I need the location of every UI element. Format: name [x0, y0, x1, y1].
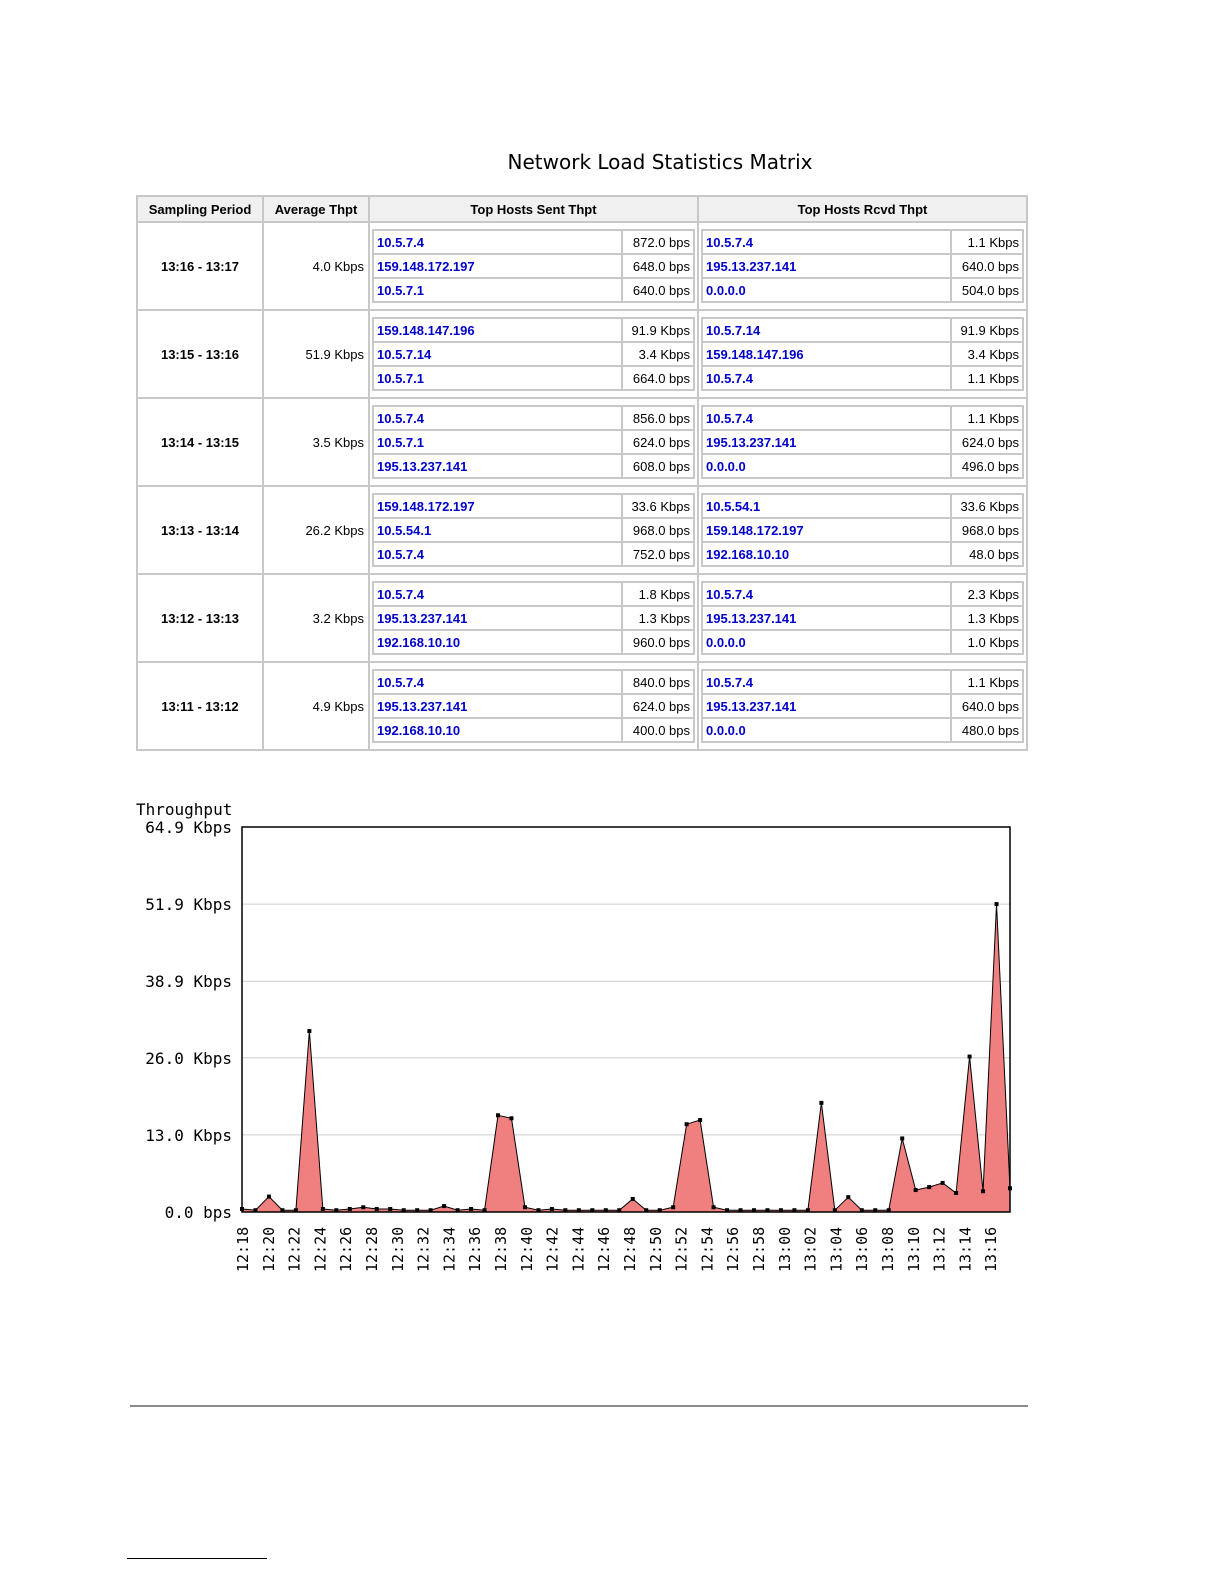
host-link[interactable]: 10.5.7.4 [373, 670, 622, 694]
header-row [137, 196, 1027, 222]
host-throughput: 640.0 bps [622, 278, 694, 302]
x-tick-label: 13:00 [775, 1226, 794, 1272]
host-link[interactable]: 0.0.0.0 [702, 454, 951, 478]
list-item [373, 542, 694, 566]
x-tick-label: 12:26 [337, 1226, 356, 1272]
table-row [137, 486, 1027, 574]
sampling-period: 13:13 - 13:14 [137, 486, 263, 574]
host-link[interactable]: 10.5.7.1 [373, 278, 622, 302]
host-throughput: 1.3 Kbps [622, 606, 694, 630]
host-throughput: 968.0 bps [622, 518, 694, 542]
host-throughput: 1.1 Kbps [951, 406, 1023, 430]
list-item [702, 630, 1023, 654]
host-link[interactable]: 195.13.237.141 [373, 694, 622, 718]
host-throughput: 2.3 Kbps [951, 582, 1023, 606]
x-tick-label: 13:10 [904, 1226, 923, 1272]
x-tick-label: 12:48 [621, 1226, 639, 1272]
y-tick-label: 26.0 Kbps [145, 1048, 232, 1068]
sampling-period: 13:12 - 13:13 [137, 574, 263, 662]
top-hosts-rcvd [698, 398, 1027, 486]
host-link[interactable]: 10.5.7.1 [373, 430, 622, 454]
list-item [373, 694, 694, 718]
list-item [373, 254, 694, 278]
list-item [702, 582, 1023, 606]
hosts-rcvd-list [701, 229, 1024, 303]
x-tick-label: 12:58 [750, 1226, 768, 1272]
list-item [373, 494, 694, 518]
header-average-thpt: Average Thpt [263, 196, 369, 222]
host-throughput: 3.4 Kbps [951, 342, 1023, 366]
data-point [914, 1188, 918, 1192]
host-throughput: 480.0 bps [951, 718, 1023, 742]
average-thpt: 4.9 Kbps [263, 662, 369, 750]
host-link[interactable]: 10.5.7.4 [373, 542, 622, 566]
plot-frame [242, 827, 1010, 1212]
data-point [496, 1113, 500, 1117]
host-throughput: 752.0 bps [622, 542, 694, 566]
x-tick-label: 12:54 [698, 1226, 717, 1272]
x-tick-label: 13:06 [853, 1226, 872, 1272]
x-tick-label: 12:44 [569, 1226, 588, 1272]
host-link[interactable]: 10.5.7.4 [373, 230, 622, 254]
list-item [373, 518, 694, 542]
host-throughput: 1.1 Kbps [951, 230, 1023, 254]
data-point [819, 1101, 823, 1105]
host-throughput: 664.0 bps [622, 366, 694, 390]
data-point [361, 1205, 365, 1209]
host-link[interactable]: 159.148.172.197 [373, 254, 622, 278]
host-link[interactable]: 10.5.7.4 [702, 670, 951, 694]
list-item [702, 430, 1023, 454]
host-link[interactable]: 10.5.7.4 [702, 366, 951, 390]
throughput-chart [120, 795, 1020, 1295]
list-item [373, 582, 694, 606]
header-sampling-period: Sampling Period [137, 196, 263, 222]
x-tick-label: 12:56 [724, 1226, 743, 1272]
x-tick-label: 12:30 [388, 1226, 407, 1272]
host-link[interactable]: 10.5.54.1 [702, 494, 951, 518]
x-tick-label: 13:16 [982, 1226, 1001, 1272]
x-tick-label: 12:36 [466, 1226, 485, 1272]
host-throughput: 624.0 bps [951, 430, 1023, 454]
list-item [373, 454, 694, 478]
list-item [373, 670, 694, 694]
host-link[interactable]: 10.5.7.14 [702, 318, 951, 342]
x-tick-label: 12:20 [259, 1226, 278, 1272]
host-throughput: 91.9 Kbps [622, 318, 694, 342]
host-throughput: 640.0 bps [951, 254, 1023, 278]
hosts-sent-list [372, 581, 695, 655]
list-item [702, 318, 1023, 342]
host-link[interactable]: 10.5.7.4 [702, 582, 951, 606]
network-load-matrix [136, 195, 1028, 751]
hosts-rcvd-list [701, 493, 1024, 567]
y-tick-label: 13.0 Kbps [145, 1125, 232, 1145]
host-throughput: 504.0 bps [951, 278, 1023, 302]
list-item [373, 630, 694, 654]
host-throughput: 856.0 bps [622, 406, 694, 430]
x-tick-label: 12:34 [440, 1226, 459, 1272]
host-throughput: 1.3 Kbps [951, 606, 1023, 630]
top-hosts-sent [369, 398, 698, 486]
host-throughput: 1.0 Kbps [951, 630, 1023, 654]
top-hosts-sent [369, 662, 698, 750]
data-point [550, 1207, 554, 1211]
top-hosts-rcvd [698, 574, 1027, 662]
list-item [702, 366, 1023, 390]
hosts-sent-list [372, 229, 695, 303]
y-tick-label: 64.9 Kbps [145, 818, 232, 837]
data-point [267, 1195, 271, 1199]
host-throughput: 496.0 bps [951, 454, 1023, 478]
host-throughput: 33.6 Kbps [622, 494, 694, 518]
list-item [702, 518, 1023, 542]
host-link[interactable]: 195.13.237.141 [373, 454, 622, 478]
list-item [373, 278, 694, 302]
host-link[interactable]: 159.148.172.197 [702, 518, 951, 542]
data-point [671, 1205, 675, 1209]
host-link[interactable]: 192.168.10.10 [702, 542, 951, 566]
y-tick-label: 0.0 bps [164, 1203, 232, 1222]
host-link[interactable]: 0.0.0.0 [702, 718, 951, 742]
hosts-sent-list [372, 405, 695, 479]
average-thpt: 3.5 Kbps [263, 398, 369, 486]
data-point [442, 1204, 446, 1208]
sampling-period: 13:16 - 13:17 [137, 222, 263, 310]
data-point [712, 1205, 716, 1209]
x-tick-label: 12:46 [595, 1226, 614, 1272]
list-item [373, 342, 694, 366]
host-throughput: 648.0 bps [622, 254, 694, 278]
top-hosts-rcvd [698, 662, 1027, 750]
data-point [469, 1207, 473, 1211]
top-hosts-sent [369, 486, 698, 574]
data-point [685, 1122, 689, 1126]
host-throughput: 400.0 bps [622, 718, 694, 742]
list-item [702, 278, 1023, 302]
host-link[interactable]: 10.5.7.14 [373, 342, 622, 366]
host-link[interactable]: 195.13.237.141 [702, 254, 951, 278]
table-row [137, 574, 1027, 662]
hosts-sent-list [372, 669, 695, 743]
top-hosts-sent [369, 222, 698, 310]
host-throughput: 608.0 bps [622, 454, 694, 478]
host-throughput: 1.1 Kbps [951, 670, 1023, 694]
host-link[interactable]: 10.5.54.1 [373, 518, 622, 542]
average-thpt: 3.2 Kbps [263, 574, 369, 662]
data-point [388, 1207, 392, 1211]
hosts-sent-list [372, 493, 695, 567]
host-throughput: 640.0 bps [951, 694, 1023, 718]
data-point [954, 1191, 958, 1195]
data-point [900, 1136, 904, 1140]
hosts-rcvd-list [701, 669, 1024, 743]
host-link[interactable]: 10.5.7.1 [373, 366, 622, 390]
table-row [137, 398, 1027, 486]
average-thpt: 4.0 Kbps [263, 222, 369, 310]
y-tick-label: 51.9 Kbps [145, 895, 232, 915]
host-link[interactable]: 159.148.172.197 [373, 494, 622, 518]
list-item [373, 718, 694, 742]
list-item [702, 670, 1023, 694]
header-top-hosts-sent: Top Hosts Sent Thpt [369, 196, 698, 222]
host-link[interactable]: 0.0.0.0 [702, 278, 951, 302]
list-item [702, 454, 1023, 478]
list-item [702, 406, 1023, 430]
data-point [941, 1181, 945, 1185]
list-item [702, 342, 1023, 366]
list-item [702, 718, 1023, 742]
x-tick-label: 12:32 [414, 1226, 433, 1272]
table-row [137, 662, 1027, 750]
host-link[interactable]: 195.13.237.141 [373, 606, 622, 630]
list-item [702, 694, 1023, 718]
list-item [373, 430, 694, 454]
x-tick-label: 12:38 [492, 1226, 510, 1272]
hosts-rcvd-list [701, 581, 1024, 655]
data-point [321, 1207, 325, 1211]
top-hosts-rcvd [698, 310, 1027, 398]
host-throughput: 1.8 Kbps [622, 582, 694, 606]
data-point [523, 1205, 527, 1209]
sampling-period: 13:11 - 13:12 [137, 662, 263, 750]
top-hosts-sent [369, 310, 698, 398]
x-tick-label: 13:12 [930, 1226, 949, 1272]
host-throughput: 960.0 bps [622, 630, 694, 654]
data-point [846, 1195, 850, 1199]
host-throughput: 872.0 bps [622, 230, 694, 254]
host-throughput: 3.4 Kbps [622, 342, 694, 366]
list-item [373, 606, 694, 630]
divider [130, 1405, 1028, 1407]
host-throughput: 1.1 Kbps [951, 366, 1023, 390]
page-title: Network Load Statistics Matrix [507, 150, 813, 174]
data-point [631, 1197, 635, 1201]
top-hosts-sent [369, 574, 698, 662]
average-thpt: 26.2 Kbps [263, 486, 369, 574]
list-item [373, 318, 694, 342]
data-point [927, 1185, 931, 1189]
sampling-period: 13:14 - 13:15 [137, 398, 263, 486]
x-tick-label: 12:18 [234, 1226, 252, 1272]
footnote-divider [127, 1558, 267, 1559]
average-thpt: 51.9 Kbps [263, 310, 369, 398]
host-link[interactable]: 195.13.237.141 [702, 694, 951, 718]
data-point [375, 1207, 379, 1211]
x-tick-label: 12:28 [363, 1226, 381, 1272]
host-link[interactable]: 192.168.10.10 [373, 718, 622, 742]
host-throughput: 48.0 bps [951, 542, 1023, 566]
list-item [702, 230, 1023, 254]
hosts-rcvd-list [701, 317, 1024, 391]
host-link[interactable]: 0.0.0.0 [702, 630, 951, 654]
y-tick-label: 38.9 Kbps [145, 972, 232, 992]
hosts-rcvd-list [701, 405, 1024, 479]
host-link[interactable]: 159.148.147.196 [373, 318, 622, 342]
data-point [968, 1055, 972, 1059]
x-tick-label: 13:14 [956, 1226, 975, 1272]
list-item [702, 254, 1023, 278]
table-row [137, 222, 1027, 310]
hosts-sent-list [372, 317, 695, 391]
list-item [373, 406, 694, 430]
x-tick-label: 13:08 [879, 1226, 897, 1272]
header-top-hosts-rcvd: Top Hosts Rcvd Thpt [698, 196, 1027, 222]
list-item [373, 366, 694, 390]
data-point [698, 1118, 702, 1122]
x-tick-label: 13:04 [827, 1226, 846, 1272]
x-tick-label: 12:24 [311, 1226, 330, 1272]
host-throughput: 840.0 bps [622, 670, 694, 694]
x-tick-label: 12:42 [543, 1226, 562, 1272]
table-row [137, 310, 1027, 398]
x-tick-label: 13:02 [801, 1226, 820, 1272]
x-tick-label: 12:50 [646, 1226, 665, 1272]
list-item [373, 230, 694, 254]
host-link[interactable]: 195.13.237.141 [702, 430, 951, 454]
list-item [702, 606, 1023, 630]
x-tick-label: 12:52 [672, 1226, 691, 1272]
host-throughput: 624.0 bps [622, 430, 694, 454]
data-point [307, 1029, 311, 1033]
host-link[interactable]: 10.5.7.4 [702, 406, 951, 430]
host-throughput: 624.0 bps [622, 694, 694, 718]
list-item [702, 542, 1023, 566]
data-point [348, 1207, 352, 1211]
host-link[interactable]: 192.168.10.10 [373, 630, 622, 654]
data-point [981, 1189, 985, 1193]
y-axis-label: Throughput [136, 800, 233, 819]
list-item [702, 494, 1023, 518]
sampling-period: 13:15 - 13:16 [137, 310, 263, 398]
host-link[interactable]: 10.5.7.4 [702, 230, 951, 254]
x-tick-label: 12:22 [285, 1226, 304, 1272]
host-link[interactable]: 10.5.7.4 [373, 406, 622, 430]
data-point [509, 1116, 513, 1120]
x-tick-label: 12:40 [517, 1226, 536, 1272]
top-hosts-rcvd [698, 486, 1027, 574]
top-hosts-rcvd [698, 222, 1027, 310]
data-point [995, 902, 999, 906]
host-link[interactable]: 10.5.7.4 [373, 582, 622, 606]
throughput-line [242, 904, 1010, 1210]
host-throughput: 91.9 Kbps [951, 318, 1023, 342]
host-link[interactable]: 195.13.237.141 [702, 606, 951, 630]
host-throughput: 33.6 Kbps [951, 494, 1023, 518]
host-link[interactable]: 159.148.147.196 [702, 342, 951, 366]
host-throughput: 968.0 bps [951, 518, 1023, 542]
